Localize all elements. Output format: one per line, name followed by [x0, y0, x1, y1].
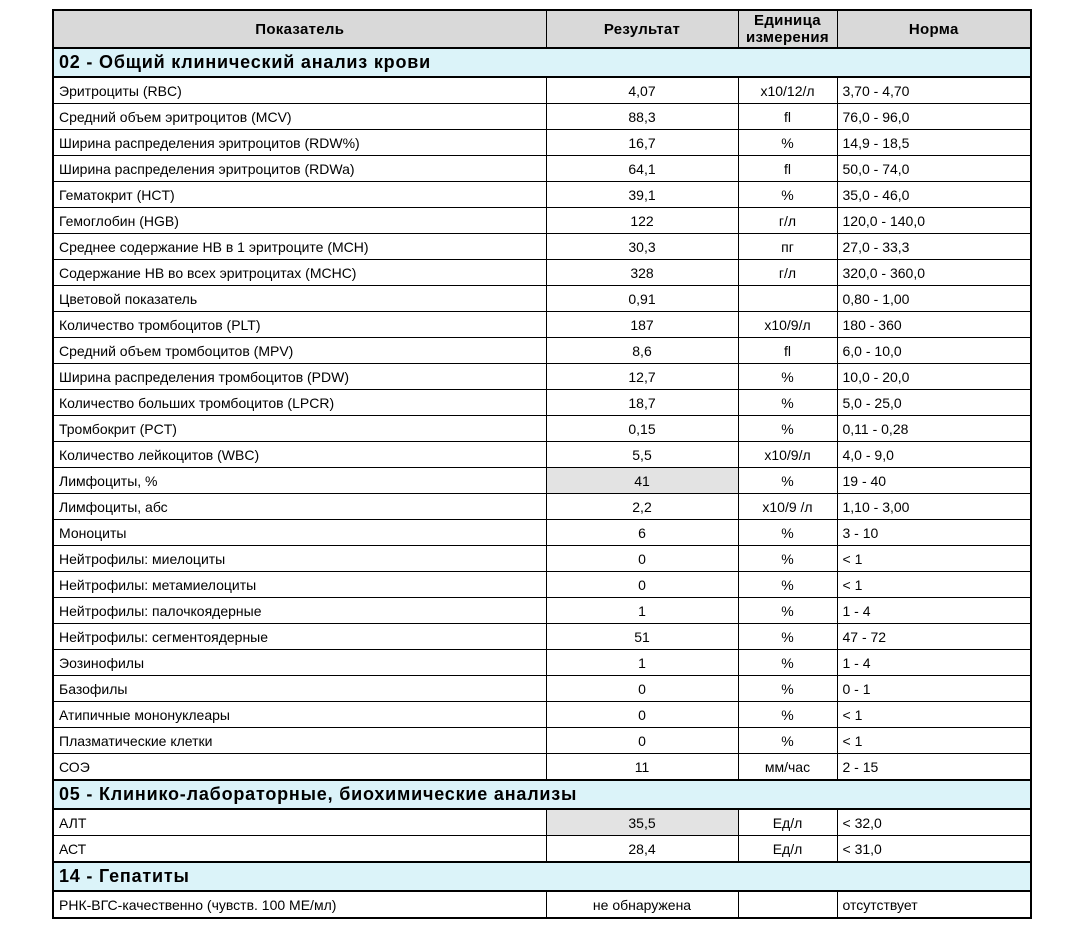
unit-cell: %: [738, 182, 837, 208]
result-cell: не обнаружена: [546, 891, 738, 918]
lab-row: [53, 390, 1031, 416]
parameter-cell: Лимфоциты, абс: [53, 494, 546, 520]
result-cell: 18,7: [546, 390, 738, 416]
parameter-cell: Плазматические клетки: [53, 728, 546, 754]
unit-cell: х10/9/л: [738, 442, 837, 468]
parameter-cell: Среднее содержание HB в 1 эритроците (MCH): [53, 234, 546, 260]
unit-cell: %: [738, 624, 837, 650]
lab-row: [53, 208, 1031, 234]
result-cell: 0,91: [546, 286, 738, 312]
unit-cell: х10/12/л: [738, 77, 837, 104]
result-cell: 8,6: [546, 338, 738, 364]
parameter-cell: Цветовой показатель: [53, 286, 546, 312]
lab-row: [53, 676, 1031, 702]
parameter-cell: Гематокрит (HCT): [53, 182, 546, 208]
lab-results-table: [52, 9, 1032, 919]
norm-cell: < 1: [837, 546, 1031, 572]
norm-cell: 3 - 10: [837, 520, 1031, 546]
norm-cell: < 32,0: [837, 809, 1031, 836]
parameter-cell: Гемоглобин (HGB): [53, 208, 546, 234]
unit-cell: %: [738, 572, 837, 598]
lab-row: [53, 572, 1031, 598]
norm-cell: 27,0 - 33,3: [837, 234, 1031, 260]
result-cell: 6: [546, 520, 738, 546]
unit-cell: %: [738, 364, 837, 390]
parameter-cell: Средний объем эритроцитов (MCV): [53, 104, 546, 130]
parameter-cell: Лимфоциты, %: [53, 468, 546, 494]
norm-cell: 180 - 360: [837, 312, 1031, 338]
lab-row: [53, 416, 1031, 442]
lab-row: [53, 702, 1031, 728]
unit-cell: пг: [738, 234, 837, 260]
parameter-cell: Эритроциты (RBC): [53, 77, 546, 104]
result-cell: 11: [546, 754, 738, 781]
lab-row: [53, 182, 1031, 208]
unit-cell: %: [738, 520, 837, 546]
unit-cell: мм/час: [738, 754, 837, 781]
unit-cell: %: [738, 546, 837, 572]
parameter-cell: Содержание HB во всех эритроцитах (MCHC): [53, 260, 546, 286]
lab-row: [53, 624, 1031, 650]
unit-cell: [738, 891, 837, 918]
section-row-14: [53, 862, 1031, 891]
norm-cell: 6,0 - 10,0: [837, 338, 1031, 364]
unit-cell: Ед/л: [738, 836, 837, 863]
norm-cell: 19 - 40: [837, 468, 1031, 494]
result-cell: 64,1: [546, 156, 738, 182]
lab-row: [53, 728, 1031, 754]
section-title-02: 02 - Общий клинический анализ крови: [53, 48, 1031, 77]
result-cell: 30,3: [546, 234, 738, 260]
result-cell: 12,7: [546, 364, 738, 390]
lab-row: [53, 156, 1031, 182]
parameter-cell: Количество лейкоцитов (WBC): [53, 442, 546, 468]
unit-cell: %: [738, 130, 837, 156]
unit-cell: %: [738, 702, 837, 728]
norm-cell: 0,80 - 1,00: [837, 286, 1031, 312]
unit-cell: %: [738, 416, 837, 442]
lab-row: [53, 77, 1031, 104]
result-cell: 16,7: [546, 130, 738, 156]
result-cell: 88,3: [546, 104, 738, 130]
norm-cell: 320,0 - 360,0: [837, 260, 1031, 286]
result-cell: 39,1: [546, 182, 738, 208]
column-header-unit: Единица измерения: [738, 10, 837, 48]
result-cell: 1: [546, 650, 738, 676]
norm-cell: 1 - 4: [837, 598, 1031, 624]
unit-cell: fl: [738, 104, 837, 130]
column-header-norm: Норма: [837, 10, 1031, 48]
section-title-14: 14 - Гепатиты: [53, 862, 1031, 891]
result-cell: 0: [546, 676, 738, 702]
unit-cell: %: [738, 676, 837, 702]
lab-row: [53, 312, 1031, 338]
unit-cell: %: [738, 650, 837, 676]
lab-row: [53, 598, 1031, 624]
parameter-cell: Нейтрофилы: метамиелоциты: [53, 572, 546, 598]
lab-row: [53, 130, 1031, 156]
lab-row: [53, 286, 1031, 312]
norm-cell: 1 - 4: [837, 650, 1031, 676]
unit-cell: х10/9 /л: [738, 494, 837, 520]
lab-row: [53, 104, 1031, 130]
lab-row: [53, 754, 1031, 781]
norm-cell: 2 - 15: [837, 754, 1031, 781]
unit-cell: %: [738, 390, 837, 416]
result-cell: 122: [546, 208, 738, 234]
parameter-cell: Ширина распределения тромбоцитов (PDW): [53, 364, 546, 390]
lab-row: [53, 809, 1031, 836]
parameter-cell: Количество больших тромбоцитов (LPCR): [53, 390, 546, 416]
norm-cell: 76,0 - 96,0: [837, 104, 1031, 130]
section-title-05: 05 - Клинико-лабораторные, биохимические анализы: [53, 780, 1031, 809]
result-cell: 0,15: [546, 416, 738, 442]
lab-row: [53, 260, 1031, 286]
column-header-result: Результат: [546, 10, 738, 48]
lab-row: [53, 442, 1031, 468]
parameter-cell: Моноциты: [53, 520, 546, 546]
unit-cell: г/л: [738, 260, 837, 286]
lab-row: [53, 364, 1031, 390]
parameter-cell: Нейтрофилы: миелоциты: [53, 546, 546, 572]
parameter-cell: Эозинофилы: [53, 650, 546, 676]
parameter-cell: Тромбокрит (PCT): [53, 416, 546, 442]
lab-row: [53, 234, 1031, 260]
parameter-cell: АЛТ: [53, 809, 546, 836]
lab-row: [53, 468, 1031, 494]
result-cell: 4,07: [546, 77, 738, 104]
norm-cell: 120,0 - 140,0: [837, 208, 1031, 234]
parameter-cell: Средний объем тромбоцитов (MPV): [53, 338, 546, 364]
parameter-cell: РНК-ВГС-качественно (чувств. 100 МЕ/мл): [53, 891, 546, 918]
result-cell: 41: [546, 468, 738, 494]
unit-cell: [738, 286, 837, 312]
lab-row: [53, 520, 1031, 546]
result-cell: 0: [546, 728, 738, 754]
unit-cell: г/л: [738, 208, 837, 234]
result-cell: 0: [546, 546, 738, 572]
section-row-05: [53, 780, 1031, 809]
result-cell: 0: [546, 572, 738, 598]
norm-cell: < 1: [837, 572, 1031, 598]
norm-cell: 0,11 - 0,28: [837, 416, 1031, 442]
norm-cell: 4,0 - 9,0: [837, 442, 1031, 468]
norm-cell: < 1: [837, 728, 1031, 754]
unit-cell: х10/9/л: [738, 312, 837, 338]
norm-cell: 10,0 - 20,0: [837, 364, 1031, 390]
norm-cell: 3,70 - 4,70: [837, 77, 1031, 104]
result-cell: 0: [546, 702, 738, 728]
table-header-row: [53, 10, 1031, 48]
norm-cell: 47 - 72: [837, 624, 1031, 650]
norm-cell: 5,0 - 25,0: [837, 390, 1031, 416]
result-cell: 187: [546, 312, 738, 338]
norm-cell: отсутствует: [837, 891, 1031, 918]
lab-row: [53, 836, 1031, 863]
norm-cell: 50,0 - 74,0: [837, 156, 1031, 182]
parameter-cell: Нейтрофилы: сегментоядерные: [53, 624, 546, 650]
lab-row: [53, 546, 1031, 572]
unit-cell: Ед/л: [738, 809, 837, 836]
norm-cell: 0 - 1: [837, 676, 1031, 702]
section-row-02: [53, 48, 1031, 77]
result-cell: 51: [546, 624, 738, 650]
result-cell: 328: [546, 260, 738, 286]
parameter-cell: Базофилы: [53, 676, 546, 702]
norm-cell: 35,0 - 46,0: [837, 182, 1031, 208]
lab-report-page: [52, 9, 1032, 919]
result-cell: 35,5: [546, 809, 738, 836]
unit-cell: %: [738, 468, 837, 494]
norm-cell: 1,10 - 3,00: [837, 494, 1031, 520]
unit-cell: fl: [738, 338, 837, 364]
column-header-parameter: Показатель: [53, 10, 546, 48]
parameter-cell: Ширина распределения эритроцитов (RDW%): [53, 130, 546, 156]
norm-cell: < 1: [837, 702, 1031, 728]
lab-row: [53, 650, 1031, 676]
result-cell: 1: [546, 598, 738, 624]
result-cell: 28,4: [546, 836, 738, 863]
parameter-cell: Нейтрофилы: палочкоядерные: [53, 598, 546, 624]
parameter-cell: Ширина распределения эритроцитов (RDWa): [53, 156, 546, 182]
result-cell: 2,2: [546, 494, 738, 520]
lab-row: [53, 891, 1031, 918]
unit-cell: %: [738, 728, 837, 754]
lab-row: [53, 338, 1031, 364]
parameter-cell: СОЭ: [53, 754, 546, 781]
parameter-cell: Атипичные мононуклеары: [53, 702, 546, 728]
parameter-cell: Количество тромбоцитов (PLT): [53, 312, 546, 338]
unit-cell: %: [738, 598, 837, 624]
norm-cell: < 31,0: [837, 836, 1031, 863]
norm-cell: 14,9 - 18,5: [837, 130, 1031, 156]
unit-cell: fl: [738, 156, 837, 182]
result-cell: 5,5: [546, 442, 738, 468]
parameter-cell: АСТ: [53, 836, 546, 863]
lab-row: [53, 494, 1031, 520]
